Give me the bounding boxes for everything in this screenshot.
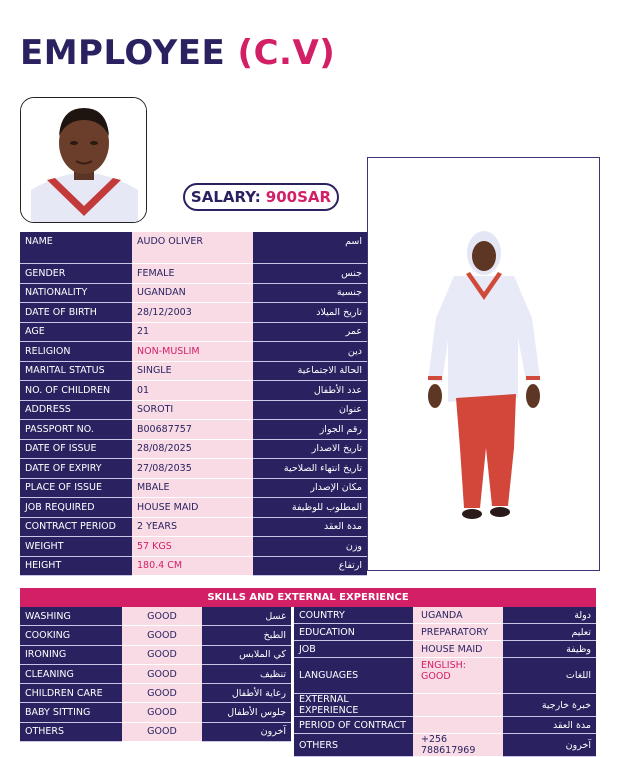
table-row: [20, 537, 367, 557]
row-value: UGANDAN: [132, 284, 253, 304]
row-arabic: جنسية: [253, 284, 367, 304]
row-label: WEIGHT: [20, 537, 132, 557]
experience-value: [413, 717, 503, 734]
experience-label: COUNTRY: [294, 607, 413, 624]
row-value: 28/12/2003: [132, 303, 253, 323]
skill-arabic: تنظيف: [202, 665, 291, 684]
table-row: [294, 734, 596, 757]
row-value: SINGLE: [132, 362, 253, 382]
table-row: [20, 362, 367, 382]
salary-label: SALARY:: [190, 188, 261, 206]
skill-arabic: رعاية الأطفال: [202, 684, 291, 703]
row-arabic: اسم: [253, 232, 367, 264]
table-row: [20, 684, 291, 703]
skill-value: GOOD: [122, 626, 202, 645]
row-label: DATE OF BIRTH: [20, 303, 132, 323]
table-row: [20, 703, 291, 722]
experience-table: [294, 607, 596, 757]
row-arabic: رقم الجواز: [253, 420, 367, 440]
row-label: JOB REQUIRED: [20, 498, 132, 518]
row-value: 01: [132, 381, 253, 401]
row-value: FEMALE: [132, 264, 253, 284]
skills-table: [20, 607, 291, 742]
row-label: RELIGION: [20, 342, 132, 362]
table-row: [294, 624, 596, 641]
skill-arabic: آخرون: [202, 723, 291, 742]
skill-label: BABY SITTING: [20, 703, 122, 722]
table-row: [294, 658, 596, 694]
skill-value: GOOD: [122, 646, 202, 665]
experience-value: +256 788617969: [413, 734, 503, 757]
experience-label: JOB: [294, 641, 413, 658]
table-row: [20, 646, 291, 665]
table-row: [20, 232, 367, 264]
row-arabic: وزن: [253, 537, 367, 557]
row-value: 57 KGS: [132, 537, 253, 557]
experience-value: UGANDA: [413, 607, 503, 624]
row-arabic: دين: [253, 342, 367, 362]
row-value: B00687757: [132, 420, 253, 440]
row-arabic: تاريخ انتهاء الصلاحية: [253, 459, 367, 479]
skills-section-header: SKILLS AND EXTERNAL EXPERIENCE: [20, 588, 596, 607]
table-row: [20, 557, 367, 577]
row-arabic: عمر: [253, 323, 367, 343]
table-row: [20, 607, 291, 626]
table-row: [20, 479, 367, 499]
table-row: [20, 665, 291, 684]
row-arabic: تاريخ الاصدار: [253, 440, 367, 460]
row-arabic: المطلوب للوظيفة: [253, 498, 367, 518]
table-row: [20, 498, 367, 518]
table-row: [294, 641, 596, 658]
row-value: HOUSE MAID: [132, 498, 253, 518]
skill-value: GOOD: [122, 665, 202, 684]
row-arabic: مكان الإصدار: [253, 479, 367, 499]
personal-info-table: [20, 232, 367, 576]
row-label: HEIGHT: [20, 557, 132, 577]
experience-label: LANGUAGES: [294, 658, 413, 694]
table-row: [294, 717, 596, 734]
experience-value: PREPARATORY: [413, 624, 503, 641]
row-value: SOROTI: [132, 401, 253, 421]
salary-value: 900SAR: [265, 188, 332, 206]
experience-arabic: تعليم: [503, 624, 596, 641]
experience-arabic: آخرون: [503, 734, 596, 757]
row-arabic: عدد الأطفال: [253, 381, 367, 401]
experience-arabic: وظيفة: [503, 641, 596, 658]
experience-value: HOUSE MAID: [413, 641, 503, 658]
table-row: [20, 323, 367, 343]
page-title: [20, 33, 336, 73]
row-value: AUDO OLIVER: [132, 232, 253, 264]
table-row: [20, 401, 367, 421]
experience-arabic: دولة: [503, 607, 596, 624]
skill-arabic: كي الملابس: [202, 646, 291, 665]
row-label: NO. OF CHILDREN: [20, 381, 132, 401]
experience-arabic: مدة العقد: [503, 717, 596, 734]
table-row: [20, 303, 367, 323]
row-value: 27/08/2035: [132, 459, 253, 479]
title-main: EMPLOYEE: [20, 33, 226, 73]
experience-label: PERIOD OF CONTRACT: [294, 717, 413, 734]
table-row: [20, 284, 367, 304]
portrait-photo: [20, 97, 147, 223]
row-label: PLACE OF ISSUE: [20, 479, 132, 499]
row-value: 180.4 CM: [132, 557, 253, 577]
experience-value: ENGLISH: GOOD: [413, 658, 503, 694]
skill-label: CHILDREN CARE: [20, 684, 122, 703]
row-value: 2 YEARS: [132, 518, 253, 538]
row-value: 28/08/2025: [132, 440, 253, 460]
skill-label: OTHERS: [20, 723, 122, 742]
row-arabic: عنوان: [253, 401, 367, 421]
row-label: AGE: [20, 323, 132, 343]
title-accent: (C.V): [237, 33, 336, 73]
experience-label: EDUCATION: [294, 624, 413, 641]
salary-badge: [183, 183, 339, 211]
row-arabic: تاريخ الميلاد: [253, 303, 367, 323]
row-label: DATE OF ISSUE: [20, 440, 132, 460]
skill-label: WASHING: [20, 607, 122, 626]
row-label: GENDER: [20, 264, 132, 284]
experience-value: [413, 694, 503, 717]
row-label: ADDRESS: [20, 401, 132, 421]
row-value: 21: [132, 323, 253, 343]
skill-label: IRONING: [20, 646, 122, 665]
table-row: [20, 518, 367, 538]
table-row: [20, 626, 291, 645]
experience-arabic: خبرة خارجية: [503, 694, 596, 717]
row-value: NON-MUSLIM: [132, 342, 253, 362]
skill-arabic: غسل: [202, 607, 291, 626]
experience-arabic: اللغات: [503, 658, 596, 694]
table-row: [20, 381, 367, 401]
table-row: [20, 440, 367, 460]
experience-label: EXTERNAL EXPERIENCE: [294, 694, 413, 717]
table-row: [20, 342, 367, 362]
table-row: [20, 723, 291, 742]
skill-value: GOOD: [122, 607, 202, 626]
full-body-photo: [367, 157, 600, 571]
table-row: [20, 459, 367, 479]
table-row: [20, 264, 367, 284]
skill-arabic: جلوس الأطفال: [202, 703, 291, 722]
row-label: NAME: [20, 232, 132, 264]
experience-label: OTHERS: [294, 734, 413, 757]
table-row: [294, 694, 596, 717]
row-label: DATE OF EXPIRY: [20, 459, 132, 479]
skill-value: GOOD: [122, 684, 202, 703]
row-arabic: مدة العقد: [253, 518, 367, 538]
skill-value: GOOD: [122, 703, 202, 722]
row-arabic: الحالة الاجتماعية: [253, 362, 367, 382]
skill-label: COOKING: [20, 626, 122, 645]
row-arabic: ارتفاع: [253, 557, 367, 577]
row-arabic: جنس: [253, 264, 367, 284]
skill-label: CLEANING: [20, 665, 122, 684]
row-label: PASSPORT NO.: [20, 420, 132, 440]
table-row: [20, 420, 367, 440]
row-label: NATIONALITY: [20, 284, 132, 304]
table-row: [294, 607, 596, 624]
skill-value: GOOD: [122, 723, 202, 742]
row-label: CONTRACT PERIOD: [20, 518, 132, 538]
row-value: MBALE: [132, 479, 253, 499]
skill-arabic: الطبخ: [202, 626, 291, 645]
row-label: MARITAL STATUS: [20, 362, 132, 382]
